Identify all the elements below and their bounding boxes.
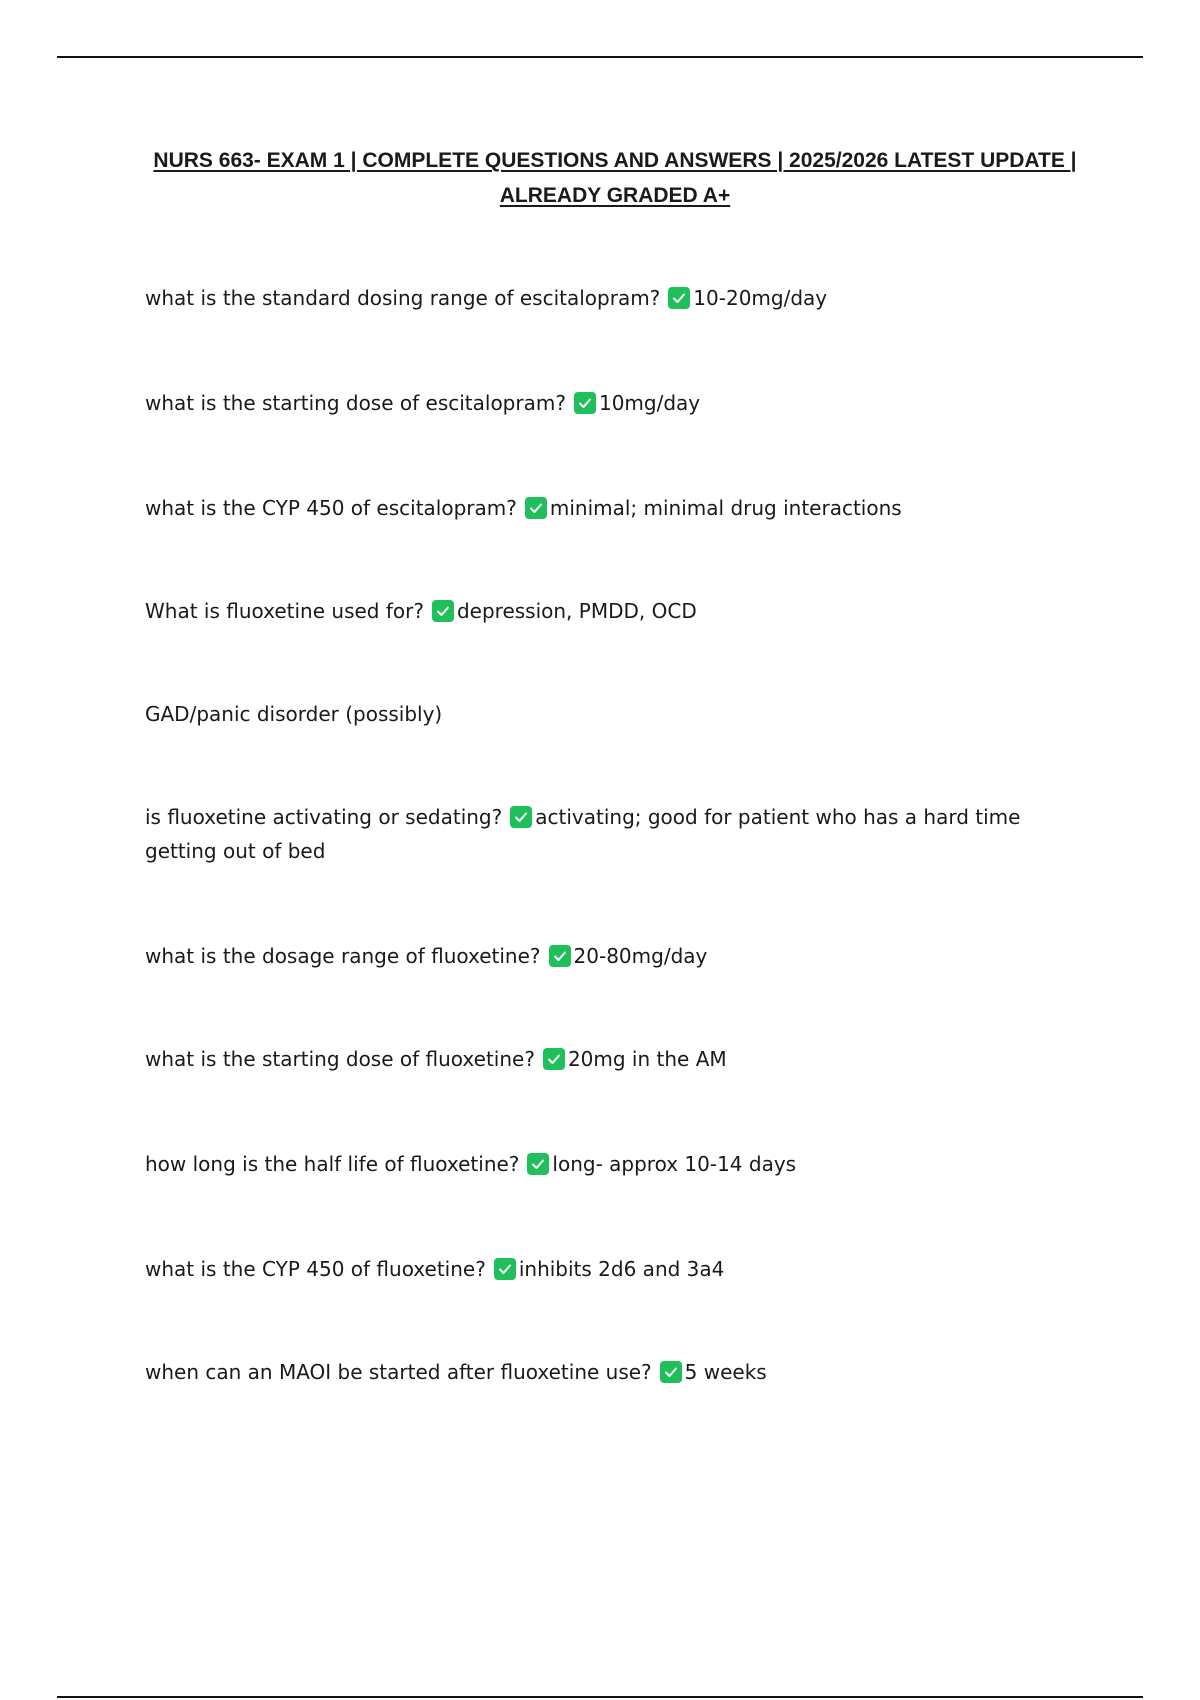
question-text: what is the CYP 450 of fluoxetine? (145, 1257, 486, 1281)
qa-item (145, 491, 1085, 525)
check-icon (574, 392, 596, 414)
check-icon (494, 1258, 516, 1280)
title-line-1: NURS 663- EXAM 1 | COMPLETE QUESTIONS AND ANSWERS | 2025/2026 LATEST UPDATE | (153, 149, 1077, 172)
check-icon (510, 806, 532, 828)
check-icon (660, 1361, 682, 1383)
qa-item (145, 1147, 1085, 1181)
qa-item (145, 1252, 1085, 1286)
qa-item (145, 594, 1085, 628)
question-text: what is the standard dosing range of escitalopram? (145, 286, 661, 310)
qa-item (145, 281, 1085, 315)
question-text: when can an MAOI be started after fluoxetine use? (145, 1360, 652, 1384)
qa-item (145, 386, 1085, 420)
qa-continuation-text: GAD/panic disorder (possibly) (145, 702, 443, 726)
qa-item (145, 939, 1085, 973)
check-icon (527, 1153, 549, 1175)
check-icon (432, 600, 454, 622)
answer-text: minimal; minimal drug interactions (549, 496, 902, 520)
answer-text: 10-20mg/day (693, 286, 828, 310)
title-line-2: ALREADY GRADED A+ (499, 184, 731, 207)
answer-text: 20-80mg/day (573, 944, 708, 968)
check-icon (668, 287, 690, 309)
answer-text: 5 weeks (684, 1360, 767, 1384)
answer-text: long- approx 10-14 days (552, 1152, 797, 1176)
question-text: is fluoxetine activating or sedating? (145, 805, 503, 829)
qa-item (145, 800, 1085, 868)
qa-item (145, 1042, 1085, 1076)
question-text: what is the CYP 450 of escitalopram? (145, 496, 517, 520)
header-rule (57, 56, 1143, 58)
footer-rule (57, 1696, 1143, 1698)
qa-item (145, 1355, 1085, 1389)
check-icon (543, 1048, 565, 1070)
question-text: what is the starting dose of escitalopram? (145, 391, 566, 415)
question-text: what is the starting dose of fluoxetine? (145, 1047, 535, 1071)
answer-text: 10mg/day (598, 391, 701, 415)
check-icon (549, 945, 571, 967)
question-text: What is fluoxetine used for? (145, 599, 424, 623)
document-title (130, 143, 1100, 213)
answer-text: depression, PMDD, OCD (456, 599, 697, 623)
answer-text: activating; good for patient who has a hard time getting out of bed (145, 805, 1021, 863)
question-text: what is the dosage range of fluoxetine? (145, 944, 541, 968)
question-text: how long is the half life of fluoxetine? (145, 1152, 520, 1176)
answer-text: 20mg in the AM (567, 1047, 727, 1071)
answer-text: inhibits 2d6 and 3a4 (518, 1257, 725, 1281)
check-icon (525, 497, 547, 519)
